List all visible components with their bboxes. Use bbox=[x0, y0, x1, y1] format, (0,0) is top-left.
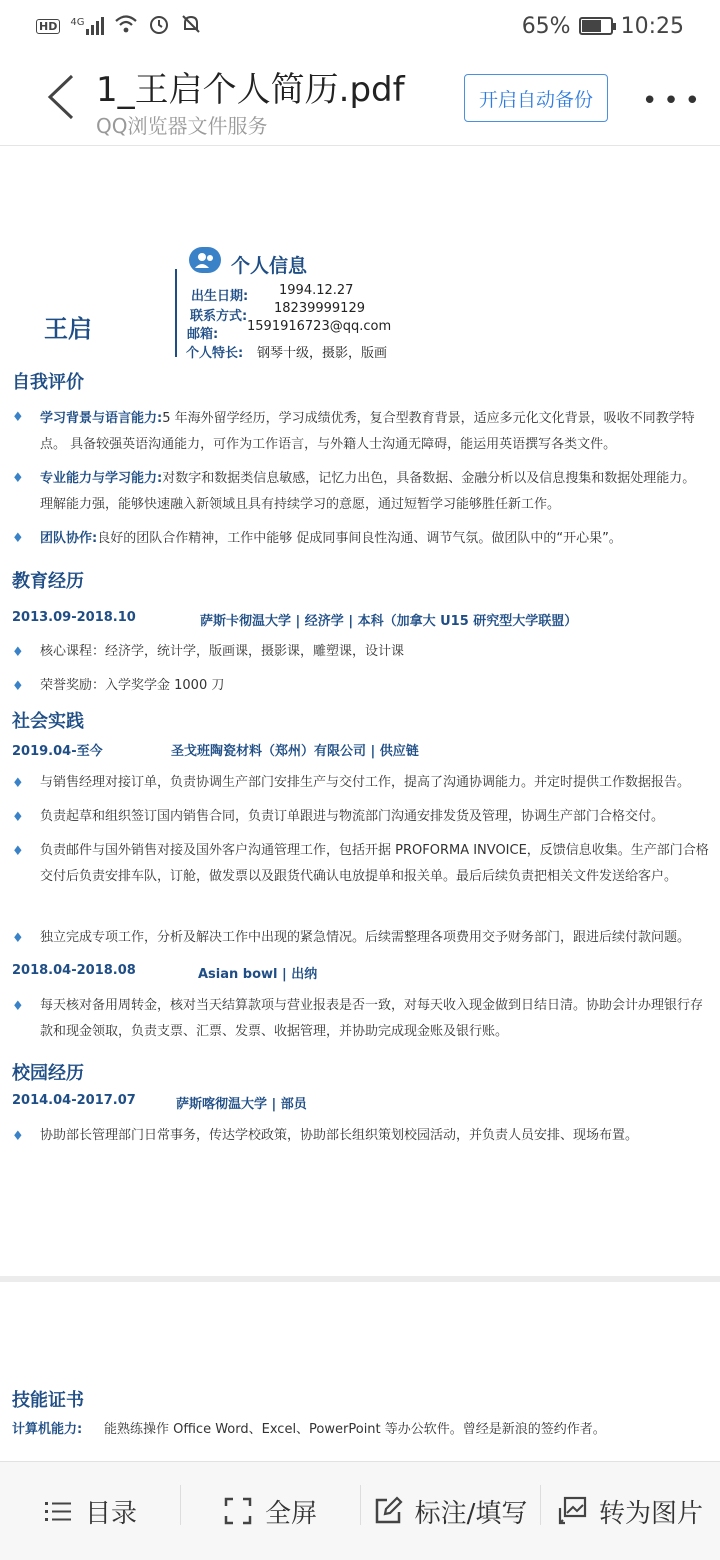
education-title: 教育经历 bbox=[12, 571, 84, 592]
edit-icon bbox=[373, 1496, 403, 1526]
hd-icon: HD bbox=[36, 19, 60, 34]
status-icons bbox=[36, 13, 202, 39]
self-eval-item: 专业能力与学习能力:对数字和数据类信息敏感，记忆力出色，具备数据、金融分析以及信息搜集和数据处理能力。 理解能力强，能够快速融入新领域且具有持续学习的意愿，通过短暂学习能够胜任新工作。 bbox=[40, 471, 696, 512]
practice2-item: 每天核对备用周转金，核对当天结算款项与营业报表是否一致，对每天收入现金做到日结日清。协助会计办理银行存款和现金领取，负责支票、汇票、发票、收据管理，并协助完成现金账及银行账。 bbox=[40, 998, 704, 1039]
image-convert-icon bbox=[557, 1496, 587, 1526]
campus-item: 协助部长管理部门日常事务，传达学校政策，协助部长组织策划校园活动，并负责人员安排、现场布置。 bbox=[40, 1128, 639, 1143]
practice1-item: 独立完成专项工作，分析及解决工作中出现的紧急情况。后续需整理各项费用交予财务部门，跟进后续付款问题。 bbox=[40, 930, 691, 945]
status-bar bbox=[0, 0, 720, 52]
alarm-icon bbox=[148, 13, 170, 39]
mute-bell-icon bbox=[180, 13, 202, 39]
practice1-item: 负责起草和组织签订国内销售合同，负责订单跟进与物流部门沟通安排发货及管理，协调生产部门合格交付。 bbox=[40, 809, 665, 824]
self-eval-item: 学习背景与语言能力:5 年海外留学经历，学习成绩优秀，复合型教育背景，适应多元化文化背景，吸收不同教学特点。 具备较强英语沟通能力，可作为工作语言，与外籍人士沟通无障碍，能运用英语撰写各类文件。 bbox=[40, 411, 695, 452]
info-label-birth: 出生日期: bbox=[191, 289, 249, 304]
edu-org: 萨斯卡彻温大学 | 经济学 | 本科（加拿大 U15 研究型大学联盟） bbox=[200, 614, 578, 629]
battery-icon bbox=[579, 17, 613, 35]
info-value-talent: 钢琴十级，摄影，版画 bbox=[257, 346, 388, 361]
person-icon bbox=[189, 247, 221, 273]
skills-title: 技能证书 bbox=[12, 1390, 84, 1411]
self-eval-title: 自我评价 bbox=[12, 372, 84, 393]
bullet-icon: ♦ bbox=[12, 645, 24, 660]
divider-line bbox=[175, 269, 177, 357]
bullet-icon: ♦ bbox=[12, 810, 24, 825]
campus-org: 萨斯喀彻温大学 | 部员 bbox=[176, 1097, 307, 1112]
to-image-label: 转为图片 bbox=[598, 1498, 703, 1529]
bullet-icon: ♦ bbox=[12, 471, 24, 486]
edu-item: 核心课程：经济学，统计学，版画课，摄影课，雕塑课，设计课 bbox=[40, 644, 405, 659]
info-value-contact: 18239999129 bbox=[274, 301, 365, 316]
more-menu-icon[interactable]: ••• bbox=[642, 86, 707, 116]
practice1-org: 圣戈班陶瓷材料（郑州）有限公司 | 供应链 bbox=[171, 744, 419, 759]
back-button[interactable] bbox=[42, 72, 82, 122]
document-title: 1_王启个人简历.pdf bbox=[96, 70, 405, 110]
info-value-birth: 1994.12.27 bbox=[279, 283, 354, 298]
wifi-icon bbox=[114, 14, 138, 38]
bullet-icon: ♦ bbox=[12, 410, 24, 425]
info-label-email: 邮箱: bbox=[187, 327, 219, 342]
info-value-email: 1591916723@qq.com bbox=[247, 319, 392, 334]
bullet-icon: ♦ bbox=[12, 931, 24, 946]
annotate-button[interactable] bbox=[360, 1493, 540, 1530]
self-eval-item: 团队协作:良好的团队合作精神，工作中能够 促成同事间良性沟通、调节气氛。做团队中的“开心果”。 bbox=[40, 531, 622, 546]
skills-label: 计算机能力: bbox=[12, 1422, 83, 1437]
fullscreen-icon bbox=[223, 1496, 253, 1526]
practice2-org: Asian bowl | 出纳 bbox=[198, 967, 318, 982]
fullscreen-button[interactable] bbox=[180, 1493, 360, 1530]
bullet-icon: ♦ bbox=[12, 844, 24, 859]
clock: 10:25 bbox=[620, 13, 684, 39]
back-arrow-icon bbox=[42, 72, 82, 122]
campus-date: 2014.04-2017.07 bbox=[12, 1093, 136, 1108]
bullet-icon: ♦ bbox=[12, 999, 24, 1014]
app-header bbox=[0, 52, 720, 146]
edu-date: 2013.09-2018.10 bbox=[12, 610, 136, 625]
list-icon bbox=[43, 1496, 73, 1526]
signal-icon: 4G bbox=[70, 17, 104, 35]
fullscreen-label: 全屏 bbox=[264, 1498, 317, 1529]
bottom-toolbar bbox=[0, 1461, 720, 1560]
practice1-item: 与销售经理对接订单，负责协调生产部门安排生产与交付工作，提高了沟通协调能力。并定时提供工作数据报告。 bbox=[40, 775, 691, 790]
pdf-document[interactable] bbox=[0, 146, 720, 1461]
bullet-icon: ♦ bbox=[12, 1129, 24, 1144]
practice1-item: 负责邮件与国外销售对接及国外客户沟通管理工作，包括开据 PROFORMA INVOICE，反馈信息收集。生产部门合格交付后负责安排车队，订舱，做发票以及跟货代确认电放提单和报关单。最后后续负责把相关文件发送给客户。 bbox=[40, 843, 709, 884]
battery-percent: 65% bbox=[521, 13, 571, 39]
status-right bbox=[522, 14, 684, 39]
bullet-icon: ♦ bbox=[12, 776, 24, 791]
toc-button[interactable] bbox=[0, 1493, 180, 1530]
edu-item: 荣誉奖励：入学奖学金 1000 刀 bbox=[40, 678, 225, 693]
practice1-date: 2019.04-至今 bbox=[12, 744, 103, 759]
bullet-icon: ♦ bbox=[12, 679, 24, 694]
info-label-contact: 联系方式: bbox=[190, 309, 248, 324]
practice2-date: 2018.04-2018.08 bbox=[12, 963, 136, 978]
auto-backup-button[interactable]: 开启自动备份 bbox=[464, 74, 608, 122]
practice-title: 社会实践 bbox=[12, 711, 84, 732]
document-subtitle: QQ浏览器文件服务 bbox=[96, 114, 268, 138]
to-image-button[interactable] bbox=[540, 1493, 720, 1530]
toc-label: 目录 bbox=[84, 1498, 137, 1529]
annotate-label: 标注/填写 bbox=[414, 1498, 528, 1529]
personal-info-title: 个人信息 bbox=[231, 255, 308, 277]
page-separator bbox=[0, 1276, 720, 1282]
campus-title: 校园经历 bbox=[12, 1063, 84, 1084]
bullet-icon: ♦ bbox=[12, 531, 24, 546]
skills-text: 能熟练操作 Office Word、Excel、PowerPoint 等办公软件。曾经是新浪的签约作者。 bbox=[104, 1422, 606, 1437]
resume-name: 王启 bbox=[44, 315, 92, 343]
info-label-talent: 个人特长: bbox=[186, 346, 244, 361]
